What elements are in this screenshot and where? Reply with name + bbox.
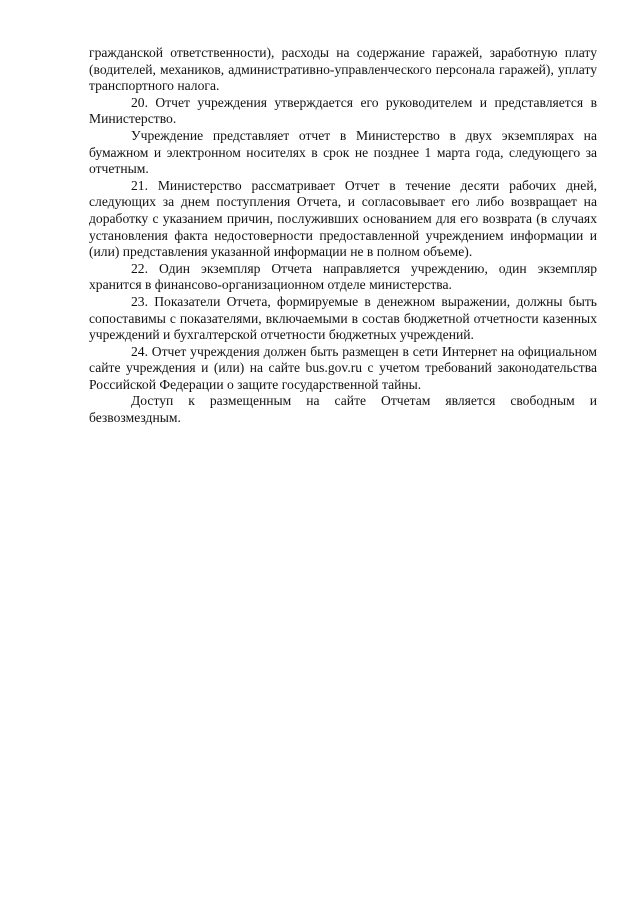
paragraph-report-submission: Учреждение представляет отчет в Министерство в двух экземплярах на бумажном и электронном носителях в срок не позднее 1 марта года, следующего за отчетным. bbox=[89, 127, 597, 177]
paragraph-20: 20. Отчет учреждения утверждается его руководителем и представляется в Министерство. bbox=[89, 94, 597, 127]
paragraph-23: 23. Показатели Отчета, формируемые в денежном выражении, должны быть сопоставимы с показателями, включаемыми в состав бюджетной отчетности казенных учреждений и бухгалтерской отчетности бюджетных учреждений. bbox=[89, 293, 597, 343]
paragraph-21: 21. Министерство рассматривает Отчет в течение десяти рабочих дней, следующих за днем поступления Отчета, и согласовывает его либо возвращает на доработку с указанием причин, послуживших основанием для его возврата (в случаях установления факта недостоверности предоставленной учреждением информации и (или) представления указанной информации не в полном объеме). bbox=[89, 177, 597, 260]
paragraph-24: 24. Отчет учреждения должен быть размещен в сети Интернет на официальном сайте учреждения и (или) на сайте bus.gov.ru с учетом требований законодательства Российской Федерации о защите государственной тайны. bbox=[89, 343, 597, 392]
paragraph-access: Доступ к размещенным на сайте Отчетам является свободным и безвозмездным. bbox=[89, 393, 597, 426]
document-page bbox=[89, 45, 597, 427]
paragraph-garage-expenses: гражданской ответственности), расходы на содержание гаражей, заработную плату (водителей, механиков, административно-управленческого персонала гаражей), уплату транспортного налога. bbox=[89, 45, 597, 94]
paragraph-22: 22. Один экземпляр Отчета направляется учреждению, один экземпляр хранится в финансово-организационном отделе министерства. bbox=[89, 260, 597, 293]
